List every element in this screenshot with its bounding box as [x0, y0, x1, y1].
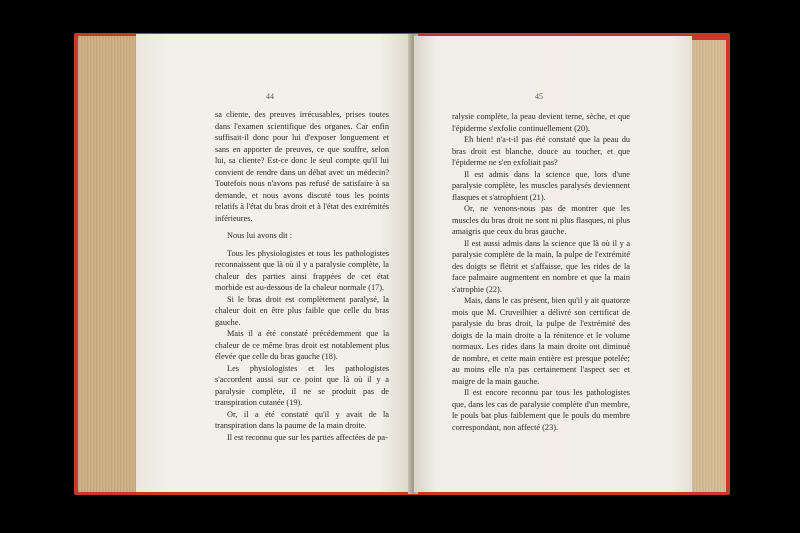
paragraph: Eh bien! n'a-t-il pas été constaté que la peau du bras droit est blanche, douce au toucher, et que l'épiderme ne s'en exfoliait pas? [452, 135, 630, 167]
page-edges-left [78, 36, 140, 492]
right-page-text [452, 111, 630, 433]
paragraph: sa cliente, des preuves irrécusables, prises toutes dans l'examen scientifique des organes. Car enfin suffisait-il donc pour lui d'exposer longuement et sans en apporter de preuves, ce que souffre, selon lui, sa cliente? Est-ce donc le seul compte qu'il lui convient de rendre dans un débat avec un médecin? Toutefois nous n'avons pas refusé de satisfaire à sa demande, et nous avons discuté tous les points relatifs à l'état du bras droit et à l'état des extrémités inférieures. [215, 110, 389, 223]
page-edges-right [690, 40, 726, 492]
paragraph: Tous les physiologistes et tous les pathologistes reconnaissent que là où il y a paralysie complète, la chaleur des parties ainsi frappées de cet état morbide est au-dessous de la chaleur normale (17). [215, 248, 389, 292]
left-page-number: 44 [266, 92, 274, 101]
right-page [414, 36, 692, 492]
paragraph: Or, il a été constaté qu'il y avait de la transpiration dans la paume de la main droite. [215, 409, 389, 430]
paragraph: Mais il a été constaté précédemment que la chaleur de ce même bras droit est notablement plus élevée que celle du bras gauche (18). [215, 329, 389, 361]
paragraph: Les physiologistes et les pathologistes s'accordent aussi sur ce point que là où il y a paralysie complète, il ne se produit pas de transpiration cutanée (19). [215, 363, 389, 407]
paragraph: Nous lui avons dit : [227, 231, 292, 240]
paragraph: Or, ne venons-nous pas de montrer que les muscles du bras droit ne sont ni plus flasques, ni plus amaigris que ceux du bras gauche. [452, 204, 630, 236]
left-page-text [215, 109, 389, 443]
paragraph: Mais, dans le cas présent, bien qu'il y ait quatorze mois que M. Cruveilhier a délivré son certificat de paralysie du bras droit, la pulpe de l'extrémité des doigts de la main droite a la rénitence et le volume normaux. Les rides dans la main droite ont diminué de nombre, et cette main entière est presque potelée; au moins elle n'a pas certainement l'aspect sec et maigre de la main gauche. [452, 296, 630, 386]
paragraph: ralysie complète, la peau devient terne, sèche, et que l'épiderme s'exfolie continuellement (20). [452, 112, 630, 133]
paragraph: Il est admis dans la science que, lors d'une paralysie complète, les muscles paralysés deviennent flasques et s'atrophient (21). [452, 169, 630, 202]
paragraph: Il est encore reconnu par tous les pathologistes que, dans les cas de paralysie complète d'un membre, le pouls bat plus faiblement que le pouls du membre correspondant, non affecté (23). [452, 388, 630, 432]
paragraph: Il est reconnu que sur les parties affectées de pa- [227, 432, 388, 442]
left-page [136, 34, 412, 492]
right-page-number: 45 [535, 92, 543, 101]
paragraph: Il est aussi admis dans la science que là où il y a paralysie complète de la main, la pulpe de l'extrémité des doigts se flétrit et s'affaisse, que les rides de la face palmaire augmentent en nombre et que la main s'atrophie (22). [452, 238, 630, 294]
paragraph: Si le bras droit est complètement paralysé, la chaleur doit en être plus faible que celle du bras gauche. [215, 294, 389, 327]
